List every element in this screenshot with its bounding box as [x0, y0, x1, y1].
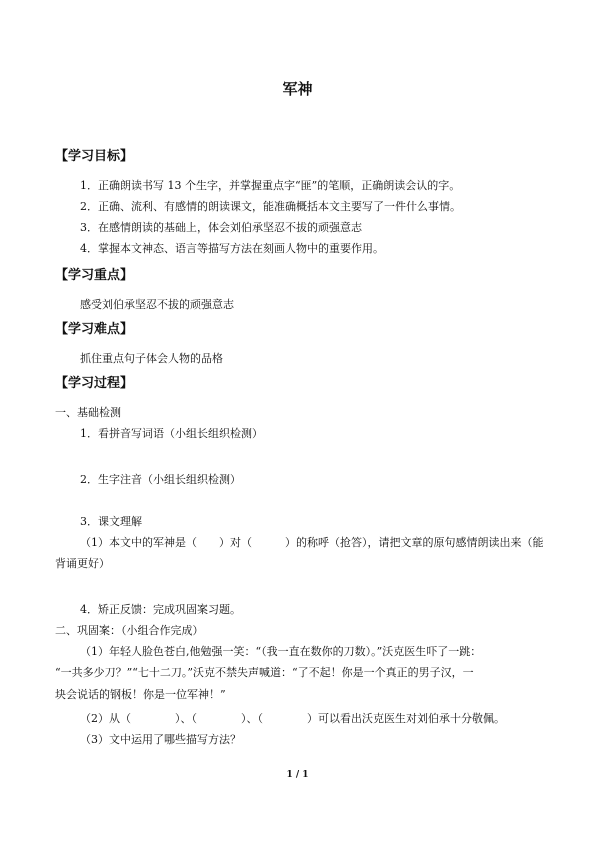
key-points-text: 感受刘伯承坚忍不拔的顽强意志: [80, 298, 234, 311]
process-item-3-question: （1）本文中的军神是（ ）对（ ）的称呼（抢答），请把文章的原句感情朗读出来（能背诵更好）: [55, 536, 544, 570]
passage-line: 块会说话的钢板！你是一位军神！”: [55, 688, 226, 701]
consolidation-question-3: （3）文中运用了哪些描写方法？: [80, 733, 241, 746]
part2-title: 二、巩固案：（小组合作完成）: [55, 624, 204, 637]
passage-line: “一共多少刀？”“七十二刀。”沃克不禁失声喊道：“了不起！你是一个真正的男子汉，一: [55, 666, 474, 679]
page-title: 军神: [282, 80, 313, 98]
process-item-3: 3．课文理解: [80, 515, 142, 528]
part1-title: 一、基础检测: [55, 406, 121, 419]
page-number: 1 / 1: [286, 770, 309, 780]
objective-item: 4．掌握本文神态、语言等描写方法在刻画人物中的重要作用。: [80, 242, 384, 255]
process-item-4: 4．矫正反馈：完成巩固案习题。: [80, 603, 241, 616]
difficulties-text: 抓住重点句子体会人物的品格: [80, 352, 223, 365]
process-item-2: 2．生字注音（小组长组织检测）: [80, 473, 241, 486]
difficulties-heading: 【学习难点】: [55, 322, 134, 337]
process-item-1: 1．看拼音写词语（小组长组织检测）: [80, 427, 263, 440]
consolidation-question-2: （2）从（ ）、（ ）、（ ）可以看出沃克医生对刘伯承十分敬佩。: [80, 712, 505, 725]
key-points-heading: 【学习重点】: [55, 268, 134, 283]
process-heading: 【学习过程】: [55, 376, 134, 391]
objectives-heading: 【学习目标】: [55, 149, 134, 164]
objective-item: 3．在感情朗读的基础上，体会刘伯承坚忍不拔的顽强意志: [80, 221, 362, 234]
objective-item: 1．正确朗读书写 13 个生字，并掌握重点字“匪”的笔顺，正确朗读会认的字。: [80, 179, 461, 192]
objective-item: 2．正确、流利、有感情的朗读课文，能准确概括本文主要写了一件什么事情。: [80, 200, 461, 213]
passage-line: （1）年轻人脸色苍白,他勉强一笑：“（我一直在数你的刀数）。”沃克医生吓了一跳：: [80, 645, 482, 658]
